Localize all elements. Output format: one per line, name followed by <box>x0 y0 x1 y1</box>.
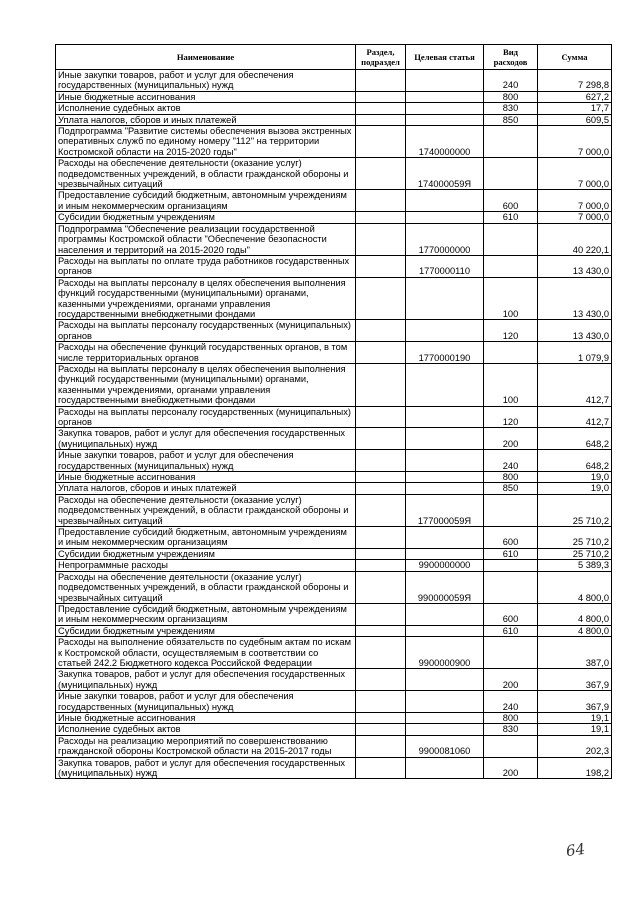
cell-type: 120 <box>484 320 538 342</box>
cell-article: 990000059Я <box>406 571 484 603</box>
cell-name: Предоставление субсидий бюджетным, автономным учреждениям и иным некоммерческим организациям <box>56 527 356 549</box>
table-row <box>56 277 612 320</box>
cell-name: Расходы на реализацию мероприятий по совершенствованию гражданской обороны Костромской области на 2015-2017 годы <box>56 735 356 757</box>
cell-section <box>356 126 406 158</box>
table-row <box>56 342 612 364</box>
table-row <box>56 637 612 669</box>
cell-sum: 412,7 <box>538 406 612 428</box>
table-row <box>56 527 612 549</box>
table-row <box>56 483 612 494</box>
cell-type: 600 <box>484 527 538 549</box>
cell-name: Закупка товаров, работ и услуг для обеспечения государственных (муниципальных) нужд <box>56 757 356 779</box>
cell-sum: 13 430,0 <box>538 277 612 320</box>
cell-type <box>484 494 538 526</box>
table-row <box>56 571 612 603</box>
cell-article <box>406 527 484 549</box>
cell-sum: 7 298,8 <box>538 70 612 92</box>
cell-section <box>356 342 406 364</box>
table-row <box>56 126 612 158</box>
cell-section <box>356 190 406 212</box>
cell-section <box>356 483 406 494</box>
table-row <box>56 428 612 450</box>
table-row <box>56 103 612 114</box>
cell-sum: 202,3 <box>538 735 612 757</box>
cell-type: 240 <box>484 691 538 713</box>
cell-section <box>356 428 406 450</box>
cell-article <box>406 114 484 125</box>
cell-section <box>356 571 406 603</box>
cell-name: Исполнение судебных актов <box>56 724 356 735</box>
cell-sum: 648,2 <box>538 450 612 472</box>
cell-name: Расходы на выполнение обязательств по судебным актам по искам к Костромской области, осуществляемым в соответствии со статьей 242.2 Бюджетного кодекса Российской Федерации <box>56 637 356 669</box>
cell-sum: 648,2 <box>538 428 612 450</box>
cell-name: Иные бюджетные ассигнования <box>56 472 356 483</box>
cell-section <box>356 560 406 571</box>
table-row <box>56 70 612 92</box>
table-header-row <box>56 45 612 70</box>
cell-type: 200 <box>484 428 538 450</box>
header-name: Наименование <box>56 45 356 70</box>
cell-sum: 19,0 <box>538 472 612 483</box>
cell-type: 850 <box>484 483 538 494</box>
cell-section <box>356 712 406 723</box>
cell-name: Расходы на обеспечение деятельности (оказание услуг) подведомственных учреждений, в области гражданской обороны и чрезвычайных ситуаций <box>56 158 356 190</box>
cell-name: Иные бюджетные ассигнования <box>56 91 356 102</box>
cell-article <box>406 712 484 723</box>
cell-article <box>406 91 484 102</box>
cell-name: Субсидии бюджетным учреждениям <box>56 625 356 636</box>
cell-section <box>356 724 406 735</box>
cell-sum: 4 800,0 <box>538 603 612 625</box>
cell-article <box>406 757 484 779</box>
table-row <box>56 724 612 735</box>
cell-section <box>356 735 406 757</box>
cell-section <box>356 320 406 342</box>
cell-name: Расходы на выплаты персоналу государственных (муниципальных) органов <box>56 406 356 428</box>
cell-section <box>356 158 406 190</box>
cell-section <box>356 212 406 223</box>
cell-section <box>356 223 406 255</box>
cell-section <box>356 406 406 428</box>
table-row <box>56 548 612 559</box>
cell-sum: 19,0 <box>538 483 612 494</box>
cell-type: 800 <box>484 91 538 102</box>
table-row <box>56 255 612 277</box>
cell-article <box>406 625 484 636</box>
budget-table <box>55 44 612 779</box>
table-row <box>56 212 612 223</box>
cell-type: 240 <box>484 70 538 92</box>
cell-type <box>484 342 538 364</box>
cell-article <box>406 724 484 735</box>
table-row <box>56 494 612 526</box>
header-article: Целевая статья <box>406 45 484 70</box>
cell-section <box>356 637 406 669</box>
cell-section <box>356 691 406 713</box>
table-row <box>56 223 612 255</box>
header-sum: Сумма <box>538 45 612 70</box>
cell-type: 600 <box>484 190 538 212</box>
table-row <box>56 757 612 779</box>
cell-sum: 25 710,2 <box>538 527 612 549</box>
cell-name: Иные бюджетные ассигнования <box>56 712 356 723</box>
cell-sum: 7 000,0 <box>538 126 612 158</box>
cell-sum: 367,9 <box>538 669 612 691</box>
cell-name: Уплата налогов, сборов и иных платежей <box>56 114 356 125</box>
cell-article: 1770000000 <box>406 223 484 255</box>
cell-article <box>406 320 484 342</box>
cell-type <box>484 255 538 277</box>
cell-section <box>356 625 406 636</box>
cell-name: Расходы на выплаты по оплате труда работников государственных органов <box>56 255 356 277</box>
cell-section <box>356 494 406 526</box>
cell-article <box>406 363 484 406</box>
cell-article <box>406 603 484 625</box>
cell-section <box>356 103 406 114</box>
cell-type <box>484 126 538 158</box>
cell-type: 830 <box>484 103 538 114</box>
cell-sum: 1 079,9 <box>538 342 612 364</box>
table-row <box>56 406 612 428</box>
cell-sum: 7 000,0 <box>538 212 612 223</box>
header-section: Раздел, подраздел <box>356 45 406 70</box>
table-row <box>56 158 612 190</box>
page-number: 64 <box>564 839 587 861</box>
cell-name: Непрограммные расходы <box>56 560 356 571</box>
cell-article: 1770000190 <box>406 342 484 364</box>
table-row <box>56 625 612 636</box>
cell-article <box>406 483 484 494</box>
cell-section <box>356 363 406 406</box>
cell-sum: 387,0 <box>538 637 612 669</box>
cell-sum: 198,2 <box>538 757 612 779</box>
cell-section <box>356 757 406 779</box>
cell-sum: 7 000,0 <box>538 190 612 212</box>
cell-article <box>406 472 484 483</box>
cell-sum: 627,2 <box>538 91 612 102</box>
cell-type <box>484 571 538 603</box>
cell-article <box>406 669 484 691</box>
cell-name: Иные закупки товаров, работ и услуг для обеспечения государственных (муниципальных) нужд <box>56 450 356 472</box>
cell-article: 9900081060 <box>406 735 484 757</box>
header-type: Вид расходов <box>484 45 538 70</box>
cell-type: 600 <box>484 603 538 625</box>
cell-name: Расходы на выплаты персоналу в целях обеспечения выполнения функций государственными (муниципальными) органами, казенными учреждениями, органами управления государственными внебюджетными фондами <box>56 277 356 320</box>
cell-name: Подпрограмма "Обеспечение реализации государственной программы Костромской области "Обеспечение безопасности населения и территорий на 2015-2020 годы" <box>56 223 356 255</box>
cell-article: 1740000000 <box>406 126 484 158</box>
cell-article <box>406 277 484 320</box>
cell-type: 610 <box>484 548 538 559</box>
cell-name: Предоставление субсидий бюджетным, автономным учреждениям и иным некоммерческим организациям <box>56 190 356 212</box>
cell-name: Предоставление субсидий бюджетным, автономным учреждениям и иным некоммерческим организациям <box>56 603 356 625</box>
cell-type: 830 <box>484 724 538 735</box>
cell-article: 9900000900 <box>406 637 484 669</box>
cell-name: Расходы на выплаты персоналу государственных (муниципальных) органов <box>56 320 356 342</box>
cell-article <box>406 190 484 212</box>
cell-sum: 25 710,2 <box>538 548 612 559</box>
table-row <box>56 669 612 691</box>
cell-sum: 412,7 <box>538 363 612 406</box>
cell-sum: 40 220,1 <box>538 223 612 255</box>
cell-name: Субсидии бюджетным учреждениям <box>56 212 356 223</box>
cell-sum: 4 800,0 <box>538 571 612 603</box>
cell-article: 177000059Я <box>406 494 484 526</box>
cell-type: 200 <box>484 757 538 779</box>
cell-section <box>356 277 406 320</box>
table-row <box>56 603 612 625</box>
cell-article <box>406 212 484 223</box>
table-row <box>56 91 612 102</box>
cell-type <box>484 560 538 571</box>
table-row <box>56 472 612 483</box>
cell-article <box>406 103 484 114</box>
table-row <box>56 560 612 571</box>
table-row <box>56 735 612 757</box>
cell-article <box>406 406 484 428</box>
cell-section <box>356 91 406 102</box>
cell-sum: 19,1 <box>538 724 612 735</box>
table-row <box>56 320 612 342</box>
cell-name: Исполнение судебных актов <box>56 103 356 114</box>
cell-name: Иные закупки товаров, работ и услуг для обеспечения государственных (муниципальных) нужд <box>56 70 356 92</box>
cell-type <box>484 158 538 190</box>
cell-sum: 609,5 <box>538 114 612 125</box>
cell-article <box>406 70 484 92</box>
cell-sum: 5 389,3 <box>538 560 612 571</box>
cell-type <box>484 637 538 669</box>
cell-name: Расходы на обеспечение деятельности (оказание услуг) подведомственных учреждений, в области гражданской обороны и чрезвычайных ситуаций <box>56 571 356 603</box>
cell-sum: 17,7 <box>538 103 612 114</box>
cell-section <box>356 527 406 549</box>
table-body <box>56 70 612 779</box>
cell-article <box>406 450 484 472</box>
cell-section <box>356 450 406 472</box>
cell-sum: 13 430,0 <box>538 255 612 277</box>
table-row <box>56 114 612 125</box>
cell-type: 100 <box>484 363 538 406</box>
table-row <box>56 712 612 723</box>
table-row <box>56 363 612 406</box>
cell-name: Закупка товаров, работ и услуг для обеспечения государственных (муниципальных) нужд <box>56 428 356 450</box>
cell-section <box>356 255 406 277</box>
cell-sum: 25 710,2 <box>538 494 612 526</box>
cell-name: Закупка товаров, работ и услуг для обеспечения государственных (муниципальных) нужд <box>56 669 356 691</box>
cell-article: 9900000000 <box>406 560 484 571</box>
cell-name: Уплата налогов, сборов и иных платежей <box>56 483 356 494</box>
table-row <box>56 450 612 472</box>
cell-sum: 367,9 <box>538 691 612 713</box>
cell-sum: 7 000,0 <box>538 158 612 190</box>
cell-type: 800 <box>484 472 538 483</box>
cell-type <box>484 223 538 255</box>
cell-name: Субсидии бюджетным учреждениям <box>56 548 356 559</box>
cell-article: 1770000110 <box>406 255 484 277</box>
cell-type: 120 <box>484 406 538 428</box>
cell-type: 100 <box>484 277 538 320</box>
cell-article <box>406 428 484 450</box>
cell-name: Расходы на обеспечение функций государственных органов, в том числе территориальных органов <box>56 342 356 364</box>
cell-section <box>356 114 406 125</box>
cell-type: 610 <box>484 212 538 223</box>
cell-sum: 19,1 <box>538 712 612 723</box>
cell-type: 800 <box>484 712 538 723</box>
cell-article <box>406 691 484 713</box>
cell-name: Подпрограмма "Развитие системы обеспечения вызова экстренных оперативных служб по единому номеру "112" на территории Костромской области на 2015-2020 годы" <box>56 126 356 158</box>
cell-name: Расходы на обеспечение деятельности (оказание услуг) подведомственных учреждений, в области гражданской обороны и чрезвычайных ситуаций <box>56 494 356 526</box>
cell-article: 174000059Я <box>406 158 484 190</box>
cell-type: 240 <box>484 450 538 472</box>
cell-sum: 4 800,0 <box>538 625 612 636</box>
cell-section <box>356 472 406 483</box>
cell-type <box>484 735 538 757</box>
cell-sum: 13 430,0 <box>538 320 612 342</box>
table-row <box>56 691 612 713</box>
cell-type: 200 <box>484 669 538 691</box>
cell-section <box>356 70 406 92</box>
cell-type: 850 <box>484 114 538 125</box>
cell-section <box>356 669 406 691</box>
cell-section <box>356 548 406 559</box>
cell-name: Иные закупки товаров, работ и услуг для обеспечения государственных (муниципальных) нужд <box>56 691 356 713</box>
cell-type: 610 <box>484 625 538 636</box>
cell-section <box>356 603 406 625</box>
cell-name: Расходы на выплаты персоналу в целях обеспечения выполнения функций государственными (муниципальными) органами, казенными учреждениями, органами управления государственными внебюджетными фондами <box>56 363 356 406</box>
table-row <box>56 190 612 212</box>
cell-article <box>406 548 484 559</box>
